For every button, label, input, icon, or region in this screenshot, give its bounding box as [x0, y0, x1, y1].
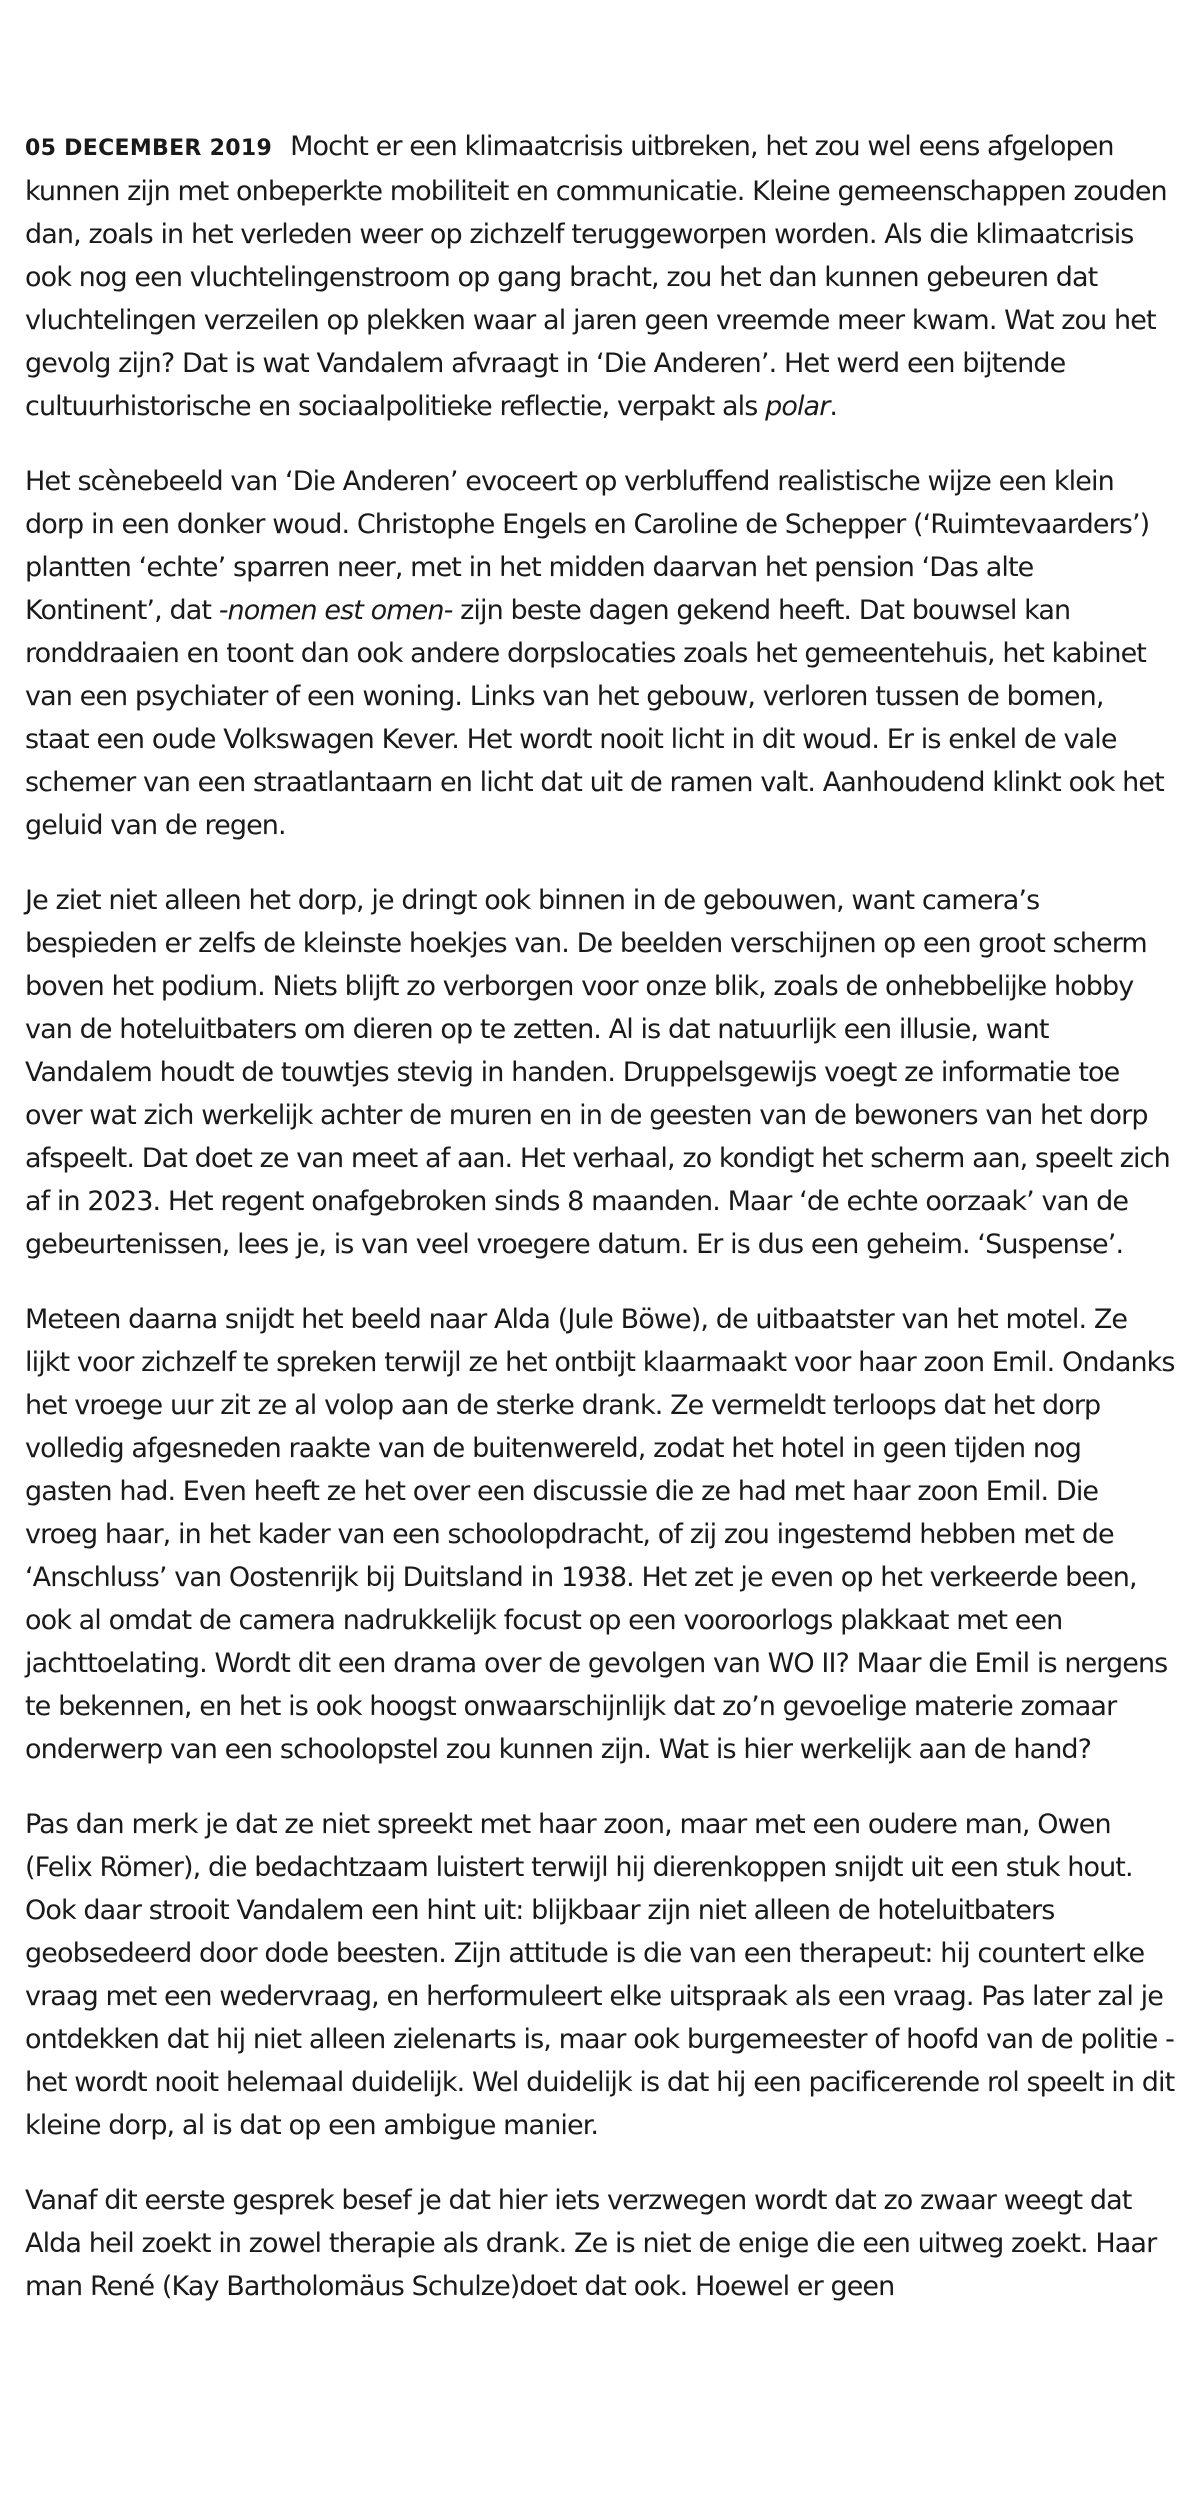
paragraph-text: Het scènebeeld van ‘Die Anderen’ evoceert op verbluffend realistische wijze een klein dorp in een donker woud. Christophe Engels en Caroline de Schepper (‘Ruimtevaarders’) plantten ‘echte’ sparren neer, met in het midden daarvan het pension ‘Das alte Kontinent’, dat [25, 466, 1150, 626]
article-paragraph [25, 2179, 1175, 2308]
paragraph-text: zijn beste dagen gekend heeft. Dat bouwsel kan ronddraaien en toont dan ook andere dorpslocaties zoals het gemeentehuis, het kabinet van een psychiater of een woning. Links van het gebouw, verloren tussen de bomen, staat een oude Volkswagen Kever. Het wordt nooit licht in dit woud. Er is enkel de vale schemer van een straatlantaarn en licht dat uit de ramen valt. Aanhoudend klinkt ook het geluid van de regen. [25, 595, 1164, 841]
article-paragraph [25, 879, 1175, 1266]
paragraph-text: . [829, 391, 838, 422]
paragraph-text: Pas dan merk je dat ze niet spreekt met haar zoon, maar met een oudere man, Owen (Felix Römer), die bedachtzaam luistert terwijl hij dierenkoppen snijdt uit een stuk hout. Ook daar strooit Vandalem een hint uit: blijkbaar zijn niet alleen de hoteluitbaters geobsedeerd door dode beesten. Zijn attitude is die van een therapeut: hij countert elke vraag met een wedervraag, en herformuleert elke uitspraak als een vraag. Pas later zal je ontdekken dat hij niet alleen zielenarts is, maar ook burgemeester of hoofd van de politie -het wordt nooit helemaal duidelijk. Wel duidelijk is dat hij een pacificerende rol speelt in dit kleine dorp, al is dat op een ambigue manier. [25, 1809, 1175, 2141]
paragraph-text: Mocht er een klimaatcrisis uitbreken, het zou wel eens afgelopen kunnen zijn met onbeperkte mobiliteit en communicatie. Kleine gemeenschappen zouden dan, zoals in het verleden weer op zichzelf teruggeworpen worden. Als die klimaatcrisis ook nog een vluchtelingenstroom op gang bracht, zou het dan kunnen gebeuren dat vluchtelingen verzeilen op plekken waar al jaren geen vreemde meer kwam. Wat zou het gevolg zijn? Dat is wat Vandalem afvraagt in ‘Die Anderen’. Het werd een bijtende cultuurhistorische en sociaalpolitieke reflectie, verpakt als [25, 131, 1167, 422]
paragraph-text: Meteen daarna snijdt het beeld naar Alda (Jule Böwe), de uitbaatster van het motel. Ze lijkt voor zichzelf te spreken terwijl ze het ontbijt klaarmaakt voor haar zoon Emil. Ondanks het vroege uur zit ze al volop aan de sterke drank. Ze vermeldt terloops dat het dorp volledig afgesneden raakte van de buitenwereld, zodat het hotel in geen tijden nog gasten had. Even heeft ze het over een discussie die ze had met haar zoon Emil. Die vroeg haar, in het kader van een schoolopdracht, of zij zou ingestemd hebben met de ‘Anschluss’ van Oostenrijk bij Duitsland in 1938. Het zet je even op het verkeerde been, ook al omdat de camera nadrukkelijk focust op een vooroorlogs plakkaat met een jachttoelating. Wordt dit een drama over de gevolgen van WO II? Maar die Emil is nergens te bekennen, en het is ook hoogst onwaarschijnlijk dat zo’n gevoelige materie zomaar onderwerp van een schoolopstel zou kunnen zijn. Wat is hier werkelijk aan de hand? [25, 1304, 1175, 1765]
paragraph-text-italic: -nomen est omen- [218, 595, 453, 626]
article-date: 05 DECEMBER 2019 [25, 136, 273, 161]
article-paragraph [25, 125, 1175, 428]
article-body [25, 125, 1175, 2340]
article-paragraph [25, 1803, 1175, 2147]
paragraph-text: Vanaf dit eerste gesprek besef je dat hier iets verzwegen wordt dat zo zwaar weegt dat Alda heil zoekt in zowel therapie als drank. Ze is niet de enige die een uitweg zoekt. Haar man René (Kay Bartholomäus Schulze)doet dat ook. Hoewel er geen [25, 2185, 1157, 2302]
paragraph-text-italic: polar [765, 391, 830, 422]
article-paragraph [25, 1298, 1175, 1771]
article-paragraph [25, 460, 1175, 847]
paragraph-text: Je ziet niet alleen het dorp, je dringt ook binnen in de gebouwen, want camera’s bespieden er zelfs de kleinste hoekjes van. De beelden verschijnen op een groot scherm boven het podium. Niets blijft zo verborgen voor onze blik, zoals de onhebbelijke hobby van de hoteluitbaters om dieren op te zetten. Al is dat natuurlijk een illusie, want Vandalem houdt de touwtjes stevig in handen. Druppelsgewijs voegt ze informatie toe over wat zich werkelijk achter de muren en in de geesten van de bewoners van het dorp afspeelt. Dat doet ze van meet af aan. Het verhaal, zo kondigt het scherm aan, speelt zich af in 2023. Het regent onafgebroken sinds 8 maanden. Maar ‘de echte oorzaak’ van de gebeurtenissen, lees je, is van veel vroegere datum. Er is dus een geheim. ‘Suspense’. [25, 885, 1170, 1260]
